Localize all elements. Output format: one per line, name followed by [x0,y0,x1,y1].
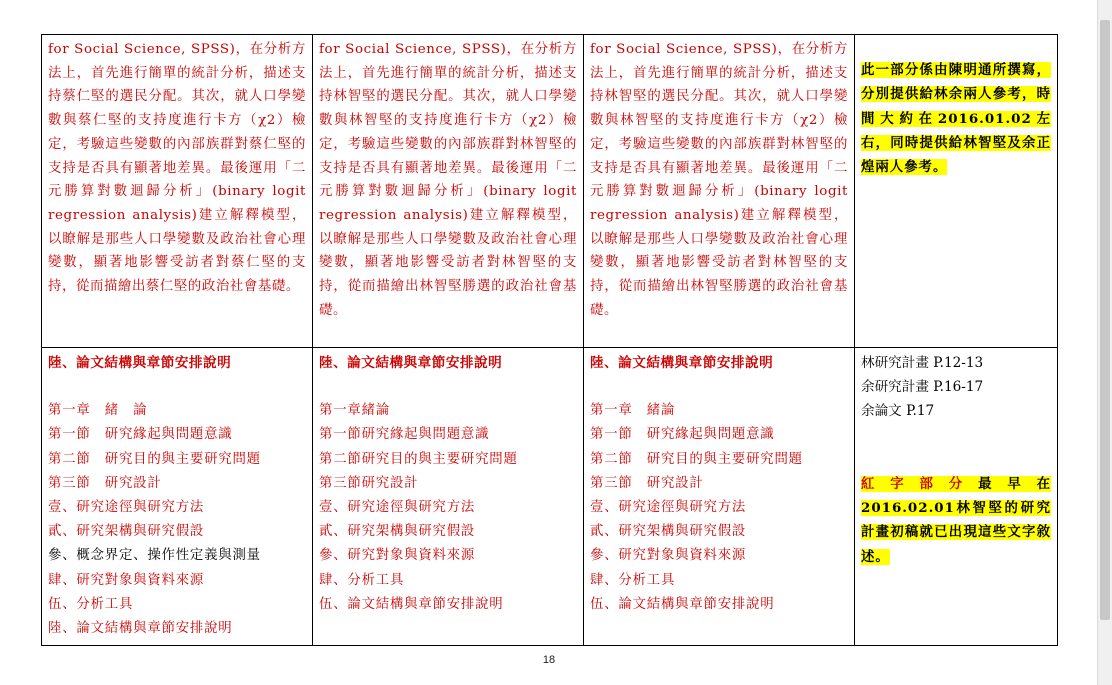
highlighted-note: 最早在2016.02.01林智堅的研究計畫初稿就已出現這些文字敘述。 [861,475,1052,565]
toc-item: 第一章 緒 論 [48,403,148,419]
toc-item: 第一章 緒論 [590,403,676,419]
toc-item: 第一節研究緣起與問題意識 [319,427,490,443]
table-cell-col2 [313,35,584,348]
reference-line: 余研究計畫 P.16-17 [861,379,984,396]
toc-item: 伍、分析工具 [48,596,134,612]
toc-item: 第一節 研究緣起與問題意識 [590,427,775,443]
toc-item: 第二節 研究目的與主要研究問題 [590,451,803,467]
table-cell-notes [855,35,1058,348]
toc-item: 伍、論文結構與章節安排說明 [590,596,775,612]
toc-item: 第二節 研究目的與主要研究問題 [48,451,261,467]
highlighted-note: 此一部分係由陳明通所撰寫，分別提供給林余兩人參考，時間大約在2016.01.02左右，同時提供給林智堅及余正煌兩人參考。 [861,62,1051,176]
table-cell-col2 [313,348,584,646]
paragraph-col1: for Social Science, SPSS)，在分析方法上，首先進行簡單的統計分析，描述支持蔡仁堅的選民分配。其次，就人口學變數與蔡仁堅的支持度進行卡方（χ2）檢定，考驗這些變數的內部族群對蔡仁堅的支持是否具有顯著地差異。最後運用「二元勝算對數迴歸分析」(binary logit regression analysis)建立解釋模型，以瞭解是那些人口學變數及政治社會心理變數，顯著地影響受訪者對蔡仁堅的支持，從而描繪出蔡仁堅的政治社會基礎。 [48,42,306,295]
note-box [861,472,1051,569]
toc-item: 第一節 研究緣起與問題意識 [48,427,233,443]
toc-item: 肆、分析工具 [319,572,405,588]
table-cell-col3 [584,35,855,348]
toc-item: 參、研究對象與資料來源 [319,548,476,564]
reference-line: 林研究計畫 P.12-13 [861,355,984,371]
section-heading: 陸、論文結構與章節安排說明 [590,355,774,371]
comparison-table [41,34,1058,646]
paragraph-col3: for Social Science, SPSS)，在分析方法上，首先進行簡單的統計分析，描述支持林智堅的選民分配。其次，就人口學變數與林智堅的支持度進行卡方（χ2）檢定，考驗這些變數的內部族群對林智堅的支持是否具有顯著地差異。最後運用「二元勝算對數迴歸分析」(binary logit regression analysis)建立解釋模型，以瞭解是那些人口學變數及政治社會心理變數，顯著地影響受訪者對林智堅的支持，從而描繪出林智堅勝選的政治社會基礎。 [590,42,848,318]
toc-item: 第三節 研究設計 [48,475,162,491]
reference-line: 余論文 P.17 [861,403,935,420]
toc-list-col1 [48,399,306,641]
toc-item: 第一章緒論 [319,403,390,419]
toc-item: 貳、研究架構與研究假設 [48,524,205,540]
toc-list-col2 [319,399,577,617]
toc-item: 壹、研究途徑與研究方法 [48,500,205,516]
toc-item: 陸、論文結構與章節安排說明 [48,621,233,637]
section-heading: 陸、論文結構與章節安排說明 [48,355,232,371]
toc-item: 貳、研究架構與研究假設 [590,524,747,540]
scrollbar-thumb[interactable] [1100,20,1110,620]
toc-item: 肆、研究對象與資料來源 [48,572,205,588]
note-box [861,58,1051,179]
toc-item: 第三節 研究設計 [590,475,704,491]
toc-item: 參、研究對象與資料來源 [590,548,747,564]
toc-item: 壹、研究途徑與研究方法 [319,500,476,516]
table-row [42,348,1058,646]
toc-item: 肆、分析工具 [590,572,676,588]
toc-item: 伍、論文結構與章節安排說明 [319,596,504,612]
section-heading: 陸、論文結構與章節安排說明 [319,355,503,371]
paragraph-col2: for Social Science, SPSS)，在分析方法上，首先進行簡單的統計分析，描述支持林智堅的選民分配。其次，就人口學變數與林智堅的支持度進行卡方（χ2）檢定，考驗這些變數的內部族群對林智堅的支持是否具有顯著地差異。最後運用「二元勝算對數迴歸分析」(binary logit regression analysis)建立解釋模型，以瞭解是那些人口學變數及政治社會心理變數，顯著地影響受訪者對林智堅的支持，從而描繪出林智堅勝選的政治社會基礎。 [319,42,577,318]
table-row [42,35,1058,348]
toc-item: 參、概念界定、操作性定義與測量 [48,548,261,564]
table-cell-col1 [42,35,313,348]
vertical-scrollbar[interactable] [1097,0,1112,685]
highlighted-red-label: 紅字部分 [861,475,979,492]
table-cell-col1 [42,348,313,646]
toc-item: 貳、研究架構與研究假設 [319,524,476,540]
toc-list-col3 [590,399,848,617]
toc-item: 第三節研究設計 [319,475,419,491]
toc-item: 壹、研究途徑與研究方法 [590,500,747,516]
table-cell-col3 [584,348,855,646]
toc-item: 第二節研究目的與主要研究問題 [319,451,518,467]
page-number: 18 [542,654,556,666]
table-cell-notes [855,348,1058,646]
